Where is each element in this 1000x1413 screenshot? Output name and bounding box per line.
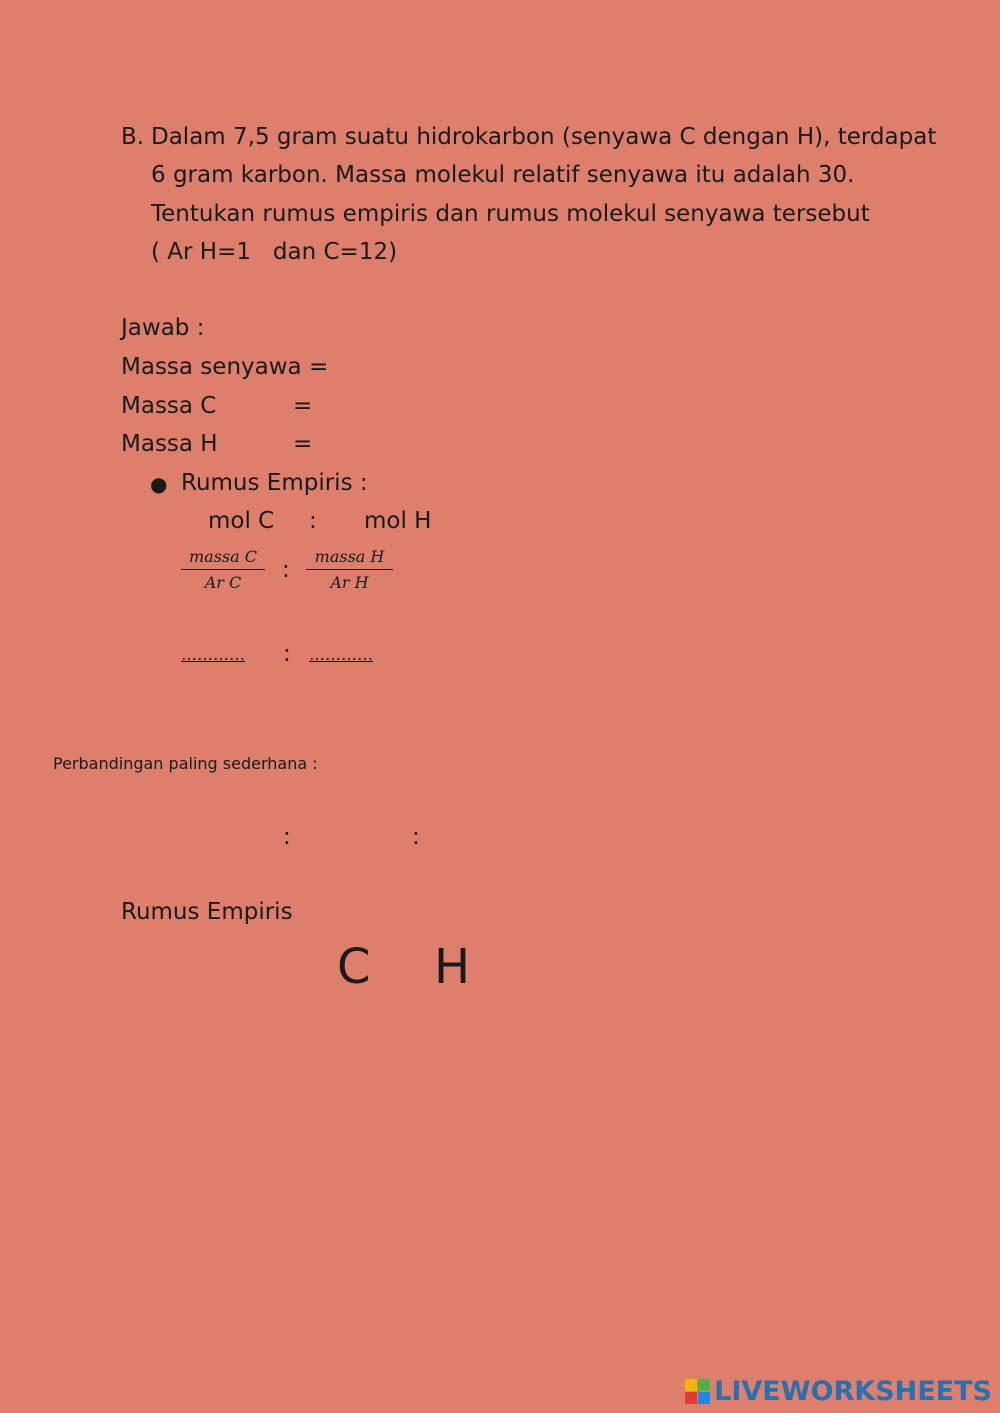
massa-h-label: Massa H — [121, 431, 218, 457]
jawab-label: Jawab : — [121, 315, 205, 341]
question-line-2: 6 gram karbon. Massa molekul relatif senyawa itu adalah 30. — [151, 162, 855, 188]
logo-square-4 — [698, 1392, 710, 1404]
question-line-1: Dalam 7,5 gram suatu hidrokarbon (senyawa C dengan H), terdapat — [151, 124, 937, 150]
question-letter: B. — [121, 124, 145, 150]
simplest-ratio-colon-1: : — [283, 824, 291, 850]
fraction-h-numerator: massa H — [306, 547, 393, 570]
fraction-c-numerator: massa C — [181, 547, 265, 570]
logo-square-3 — [685, 1392, 697, 1404]
rumus-empiris-heading: Rumus Empiris : — [181, 470, 368, 496]
fraction-mass-c — [181, 547, 265, 592]
massa-c-label: Massa C — [121, 393, 217, 419]
blank-mol-c[interactable]: ………… — [181, 645, 245, 664]
massa-c-equals: = — [293, 393, 313, 419]
logo-square-2 — [698, 1379, 710, 1391]
fraction-ratio-colon: : — [282, 557, 290, 583]
fraction-c-denominator: Ar C — [204, 573, 242, 592]
formula-h: H — [434, 939, 471, 995]
massa-senyawa-label: Massa senyawa = — [121, 354, 329, 380]
simplest-ratio-colon-2: : — [412, 824, 420, 850]
question-line-3: Tentukan rumus empiris dan rumus molekul senyawa tersebut — [151, 201, 870, 227]
massa-h-equals: = — [293, 431, 313, 457]
logo-mark-icon — [685, 1379, 710, 1404]
blank-mol-h[interactable]: ………… — [309, 645, 373, 664]
bullet-icon: ● — [150, 472, 168, 496]
mol-ratio-colon: : — [309, 508, 317, 534]
perbandingan-label: Perbandingan paling sederhana : — [53, 754, 318, 773]
fraction-h-denominator: Ar H — [330, 573, 369, 592]
formula-c: C — [337, 939, 371, 995]
fraction-mass-h — [306, 547, 393, 592]
logo-square-1 — [685, 1379, 697, 1391]
rumus-empiris-label: Rumus Empiris — [121, 899, 293, 925]
blank-ratio-colon: : — [283, 641, 291, 667]
logo-text: LIVEWORKSHEETS — [714, 1376, 992, 1407]
liveworksheets-logo — [685, 1376, 992, 1407]
mol-c-label: mol C — [208, 508, 275, 534]
mol-h-label: mol H — [364, 508, 432, 534]
question-line-4: ( Ar H=1 dan C=12) — [151, 239, 398, 265]
